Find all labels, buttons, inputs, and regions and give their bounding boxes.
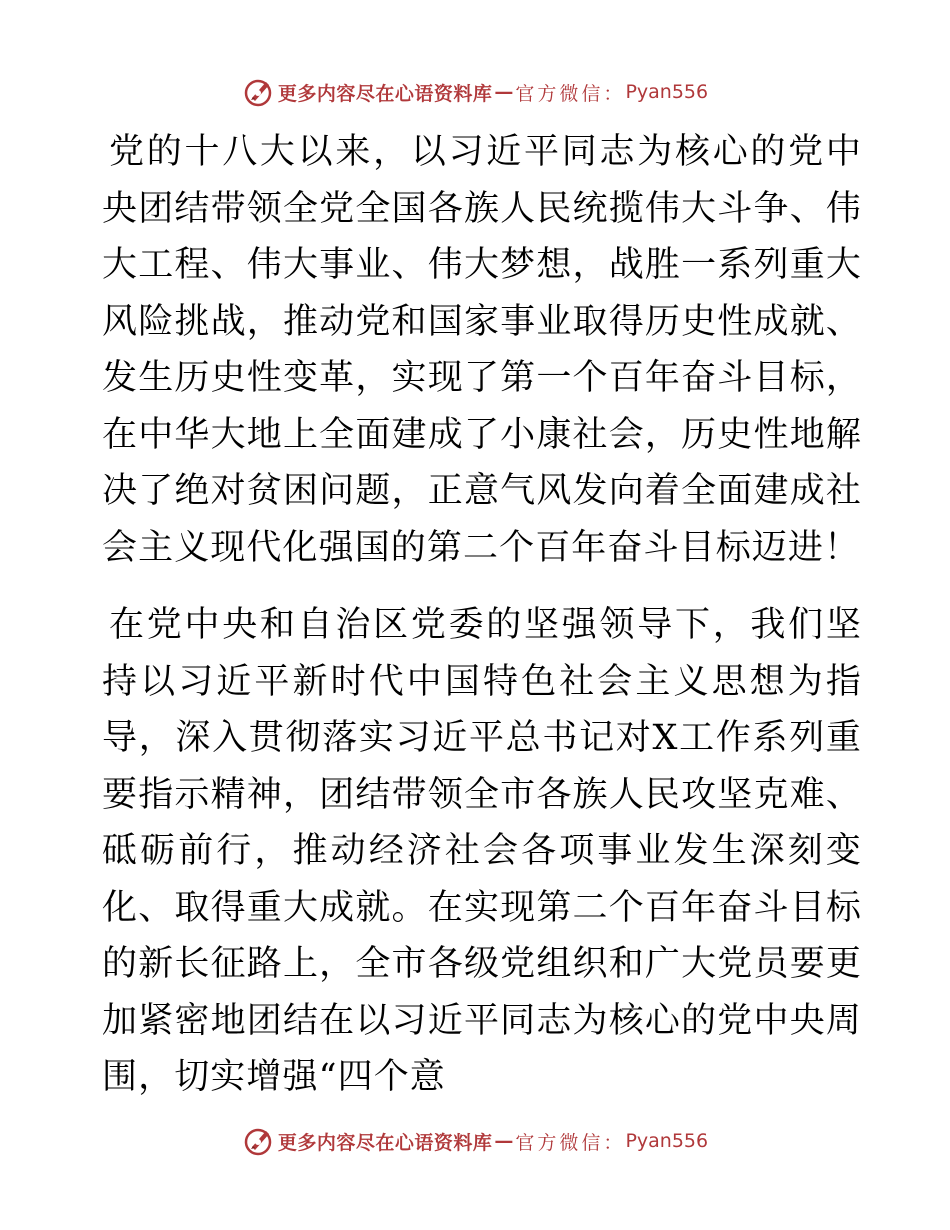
document-body [102,124,862,1106]
banner-wechat-id: Pyan556 [625,1130,709,1152]
banner-wechat-label: 官方微信： [515,82,626,105]
banner-site-text: 更多内容尽在心语资料库 [277,82,493,105]
header-banner [0,72,950,112]
banner-wechat-label: 官方微信： [515,1131,626,1154]
quill-pen-logo-icon [242,1125,274,1157]
body-paragraph-2: 在党中央和自治区党委的坚强领导下，我们坚持以习近平新时代中国特色社会主义思想为指导，深入贯彻落实习近平总书记对X工作系列重要指示精神，团结带领全市各族人民攻坚克难、砥砺前行，推动经济社会各项事业发生深刻变化、取得重大成就。在实现第二个百年奋斗目标的新长征路上，全市各级党组织和广大党员要更加紧密地团结在以习近平同志为核心的党中央周围，切实增强“四个意 [102,605,862,1097]
banner-site-text: 更多内容尽在心语资料库 [277,1131,493,1154]
quill-pen-logo-icon [242,76,274,108]
body-paragraph-1: 党的十八大以来，以习近平同志为核心的党中央团结带领全党全国各族人民统揽伟大斗争、伟大工程、伟大事业、伟大梦想，战胜一系列重大风险挑战，推动党和国家事业取得历史性成就、发生历史性变革，实现了第一个百年奋斗目标，在中华大地上全面建成了小康社会，历史性地解决了绝对贫困问题，正意气风发向着全面建成社会主义现代化强国的第二个百年奋斗目标迈进！ [102,132,862,568]
banner-dash: — [494,81,514,103]
banner-wechat-id: Pyan556 [625,81,709,103]
banner-dash: — [494,1130,514,1152]
footer-banner [0,1121,950,1161]
